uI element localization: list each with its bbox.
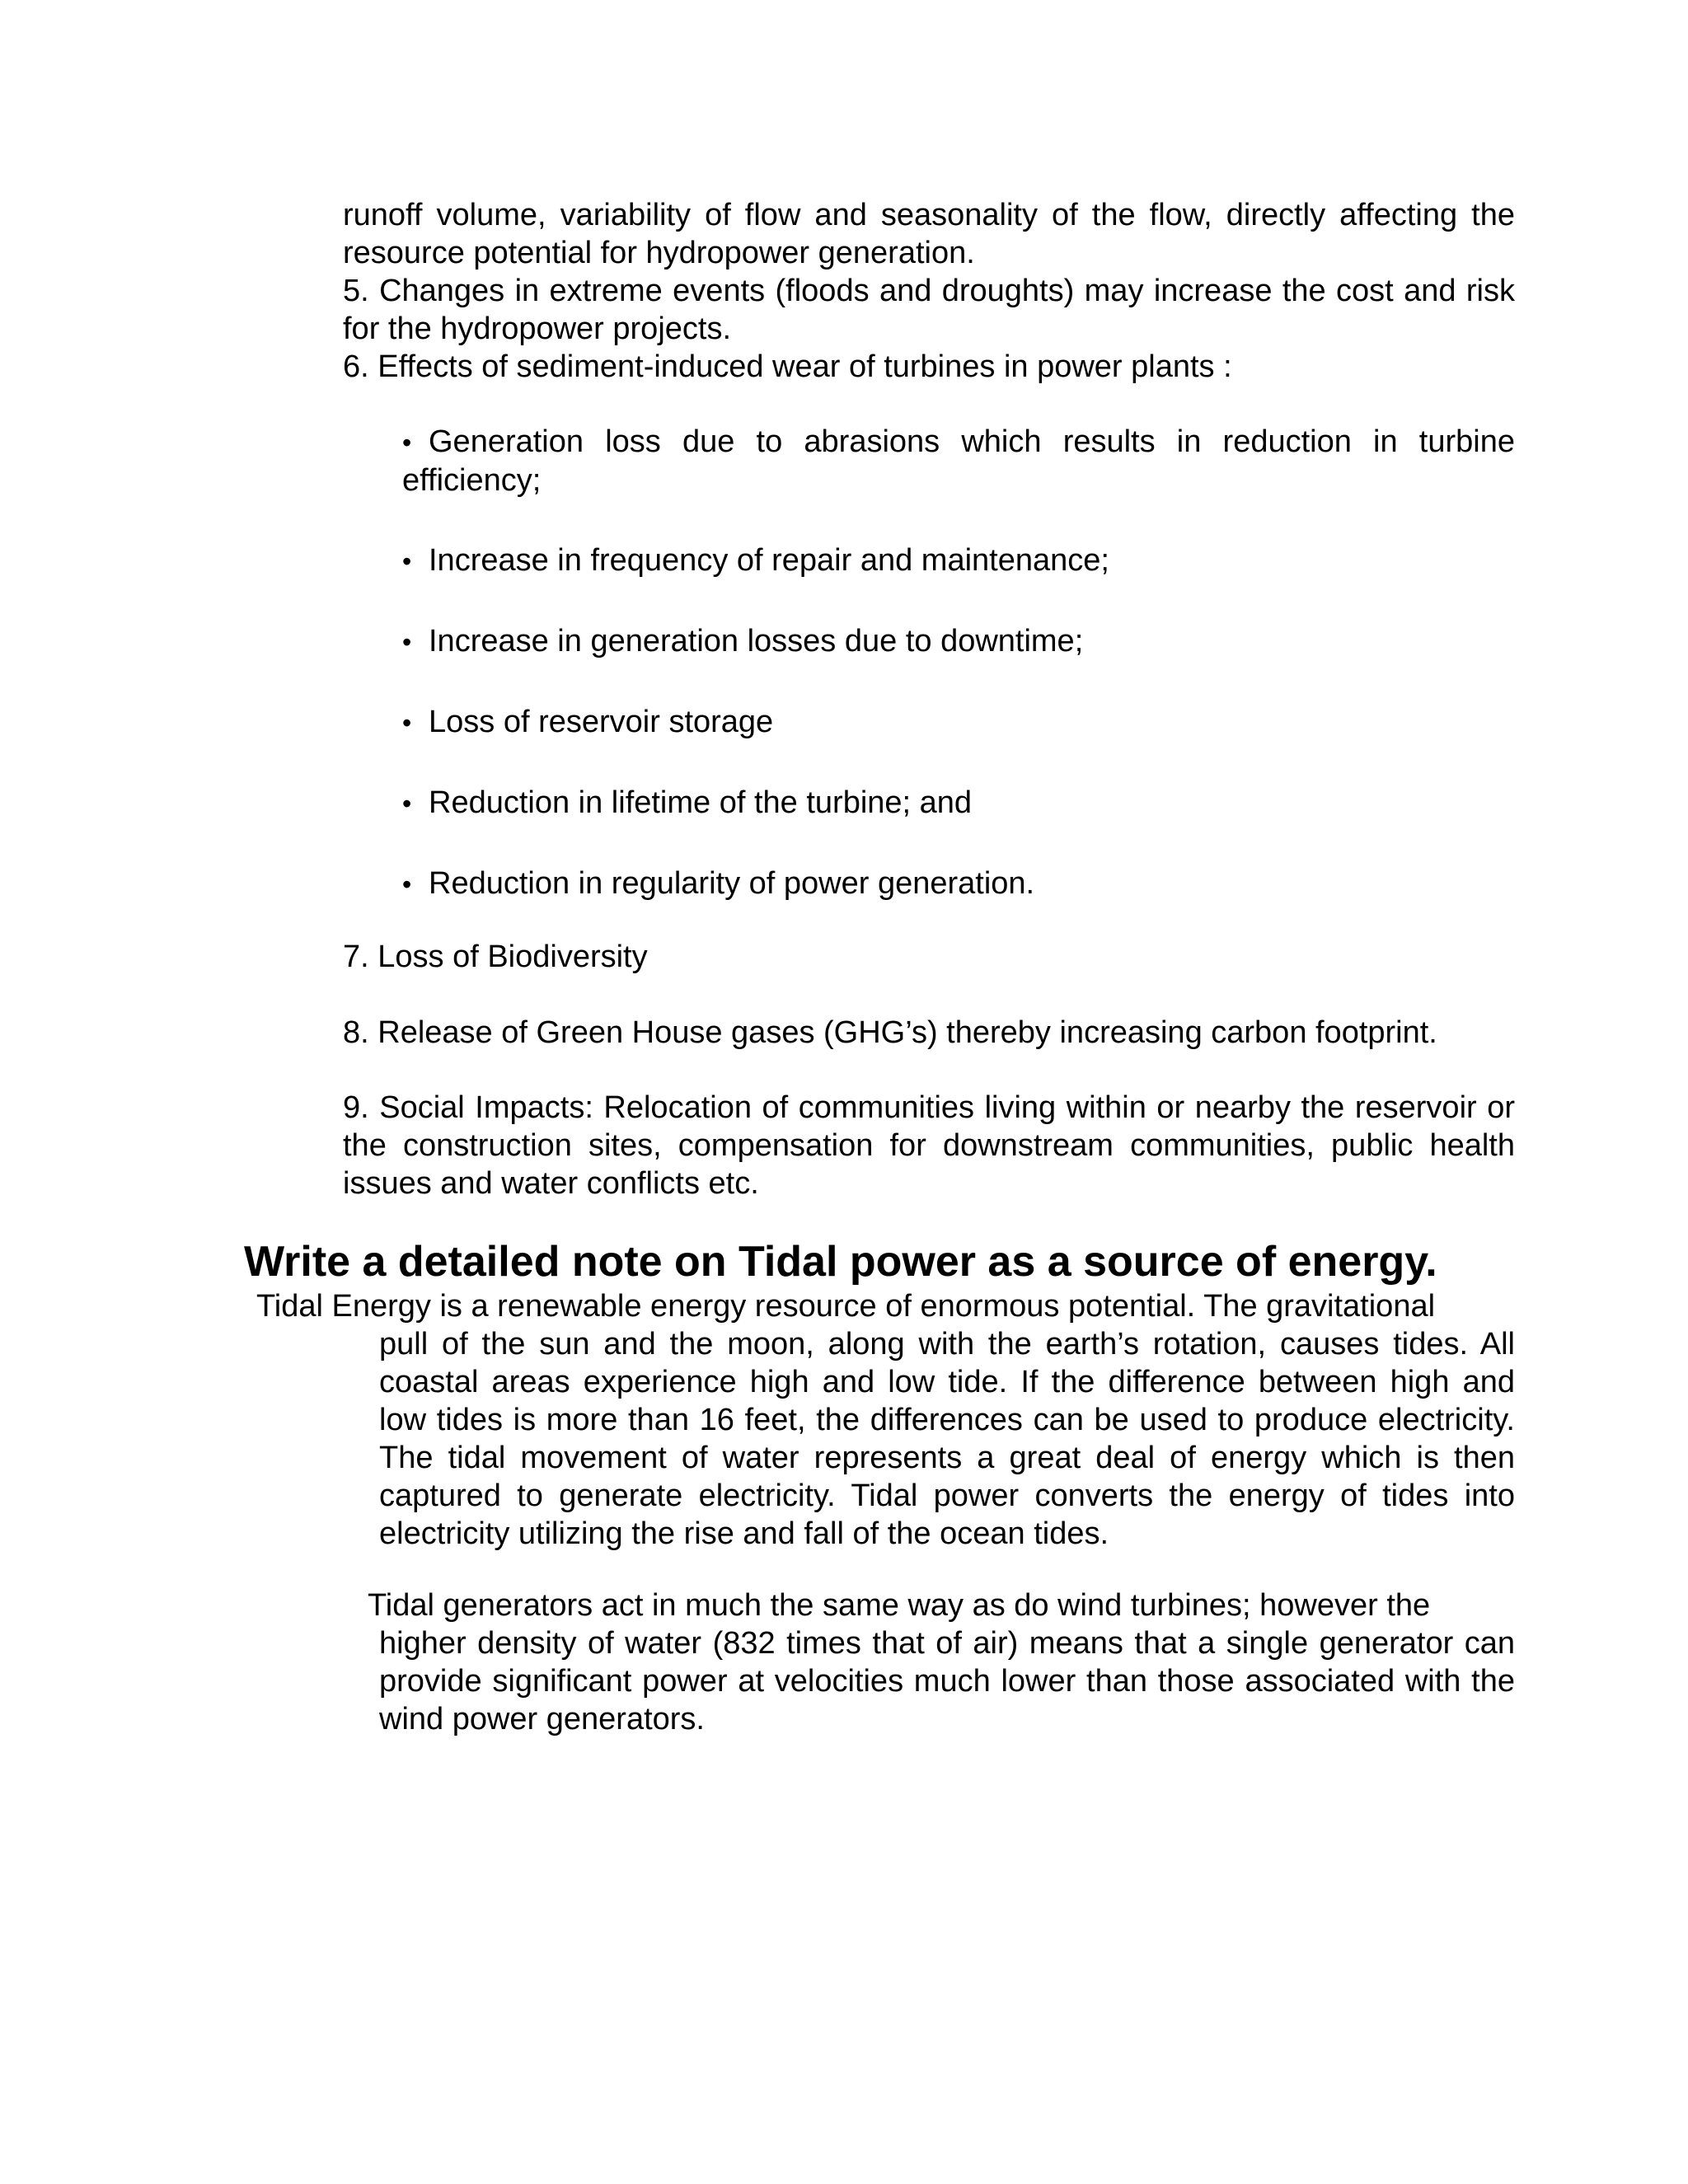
runoff-paragraph: runoff volume, variability of flow and seasonality of the flow, directly affecting the resource potential for hydropower generation. — [343, 198, 1515, 270]
tidal-paragraph-2-first-line: Tidal generators act in much the same way as do wind turbines; however the — [368, 1588, 1431, 1623]
list-item-6: 6. Effects of sediment-induced wear of turbines in power plants : — [343, 349, 1232, 384]
tidal-paragraph-1 — [256, 1287, 1515, 1553]
bullet-item: • Increase in frequency of repair and maintenance; — [402, 541, 1515, 580]
section-heading: Write a detailed note on Tidal power as a source of energy. — [244, 1238, 1437, 1286]
tidal-paragraph-1-first-line: Tidal Energy is a renewable energy resource of enormous potential. The gravitational — [256, 1289, 1436, 1324]
tidal-paragraph-2 — [368, 1586, 1515, 1738]
bullet-item: • Loss of reservoir storage — [402, 703, 1515, 742]
bullet-item: • Increase in generation losses due to downtime; — [402, 622, 1515, 661]
list-item-5: 5. Changes in extreme events (floods and droughts) may increase the cost and risk for the hydropower projects. — [343, 274, 1515, 346]
continuation-block — [343, 196, 1515, 386]
list-item-7: 7. Loss of Biodiversity — [343, 940, 648, 974]
tidal-paragraph-1-body: pull of the sun and the moon, along with the earth’s rotation, causes tides. All coastal areas experience high and low tide. If the difference between high and low tides is more than 16 feet, the differences can be used to produce electricity. The tidal movement of water represents a great deal of energy which is then captured to generate electricity. Tidal power converts the energy of tides into electricity utilizing the rise and fall of the ocean tides. — [379, 1327, 1515, 1551]
bullet-item: • Reduction in regularity of power generation. — [402, 865, 1515, 903]
bullet-icon: • — [402, 869, 412, 899]
bullet-icon: • — [402, 708, 412, 738]
bullet-icon: • — [402, 627, 412, 657]
tidal-paragraph-2-body: higher density of water (832 times that of air) means that a single generator can provide significant power at velocities much lower than those associated with the wind power generators. — [379, 1626, 1515, 1736]
bullet-item: • Generation loss due to abrasions which results in reduction in turbine efficiency; — [402, 424, 1515, 498]
bullet-icon: • — [402, 789, 412, 818]
list-item-8: 8. Release of Green House gases (GHG’s) thereby increasing carbon footprint. — [343, 1015, 1437, 1050]
bullet-item: • Reduction in lifetime of the turbine; and — [402, 784, 1515, 823]
list-item-9: 9. Social Impacts: Relocation of communities living within or nearby the reservoir or the construction sites, compensation for downstream communities, public health issues and water conflicts etc. — [343, 1090, 1515, 1201]
bullet-icon: • — [402, 546, 412, 576]
sediment-effects-list — [402, 423, 1515, 945]
bullet-icon: • — [402, 428, 412, 457]
